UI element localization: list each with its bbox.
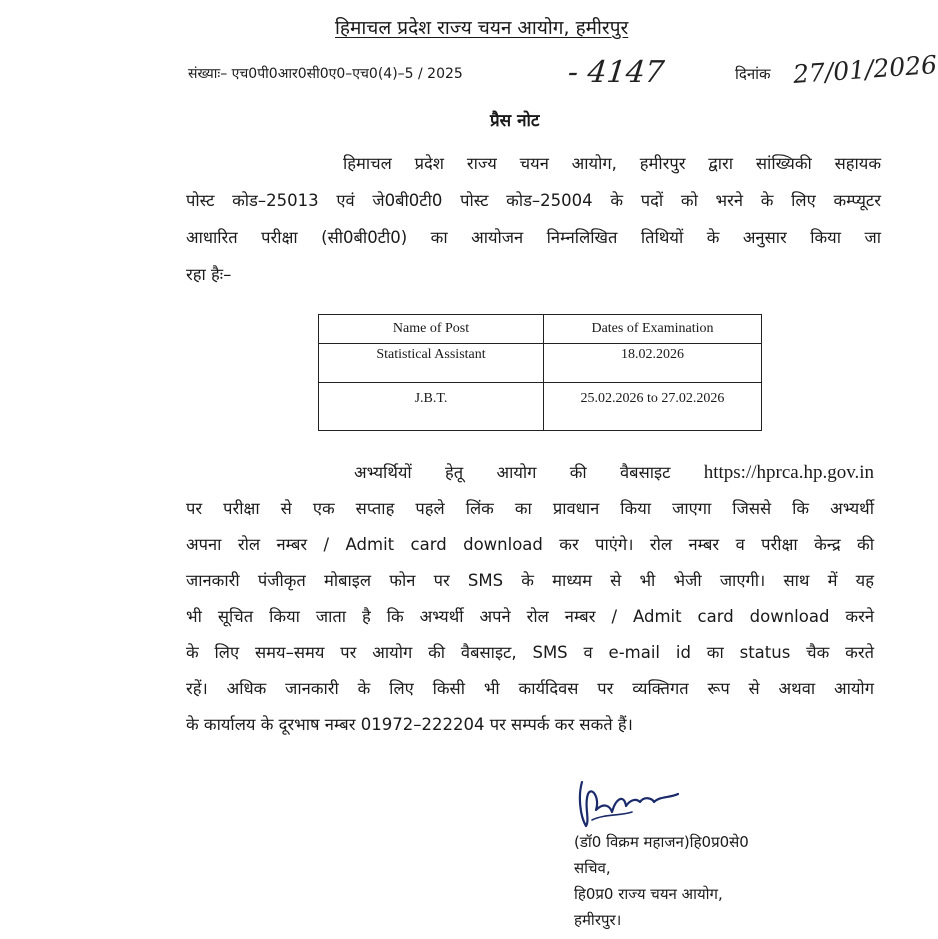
signatory-block	[574, 829, 749, 933]
header-name-of-post: Name of Post	[319, 315, 544, 344]
paragraph-line: जानकारी पंजीकृत मोबाइल फोन पर SMS के माध्यम से भी भेजी जाएगी। साथ में यह	[186, 571, 874, 590]
paragraph-line	[186, 455, 874, 491]
date-label: दिनांक	[735, 65, 771, 83]
signatory-name: (डॉ0 विक्रम महाजन)हि0प्र0से0	[574, 833, 749, 851]
website-intro-text: अभ्यर्थियों हेतू आयोग की वैबसाइट	[354, 463, 671, 482]
header-dates-of-examination: Dates of Examination	[544, 315, 762, 344]
paragraph-line: अपना रोल नम्बर / Admit card download कर पाएंगे। रोल नम्बर व परीक्षा केन्द्र की	[186, 535, 874, 554]
paragraph-line: पोस्ट कोड–25013 एवं जे0बी0टी0 पोस्ट कोड–25004 के पदों को भरने के लिए कम्प्यूटर	[186, 191, 881, 210]
signature-image	[574, 776, 694, 836]
paragraph-line: आधारित परीक्षा (सी0बी0टी0) का आयोजन निम्नलिखित तिथियों के अनुसार किया जा	[186, 228, 881, 247]
table-header-row	[319, 315, 762, 344]
paragraph-line: के कार्यालय के दूरभाष नम्बर 01972–222204 पर सम्पर्क कर सकते हैं।	[186, 715, 633, 734]
paragraph-line: रहा हैः–	[186, 265, 232, 284]
reference-number-handwritten: - 4147	[566, 55, 666, 90]
date-handwritten: 27/01/2026	[792, 50, 938, 89]
signatory-office: हि0प्र0 राज्य चयन आयोग,	[574, 885, 723, 903]
paragraph-line: रहें। अधिक जानकारी के लिए किसी भी कार्यदिवस पर व्यक्तिगत रूप से अथवा आयोग	[186, 679, 874, 698]
exam-schedule-table	[318, 314, 762, 431]
intro-paragraph	[186, 145, 881, 293]
website-link[interactable]: https://hprca.hp.gov.in	[703, 462, 874, 483]
press-note-title: प्रैस नोट	[490, 111, 540, 131]
paragraph-line: पर परीक्षा से एक सप्ताह पहले लिंक का प्रावधान किया जाएगा जिससे कि अभ्यर्थी	[186, 499, 874, 518]
table-cell-date: 25.02.2026 to 27.02.2026	[544, 383, 762, 431]
paragraph-line: हिमाचल प्रदेश राज्य चयन आयोग, हमीरपुर द्वारा सांख्यिकी सहायक	[343, 154, 881, 173]
table-cell-post: J.B.T.	[319, 383, 544, 431]
table-cell-post: Statistical Assistant	[319, 344, 544, 383]
reference-number: संख्याः– एच0पी0आर0सी0ए0–एच0(4)–5 / 2025	[188, 66, 463, 82]
instructions-paragraph	[186, 455, 874, 743]
table-cell-date: 18.02.2026	[544, 344, 762, 383]
table-row	[319, 383, 762, 431]
document-title: हिमाचल प्रदेश राज्य चयन आयोग, हमीरपुर	[335, 17, 629, 39]
table-row	[319, 344, 762, 383]
signatory-place: हमीरपुर।	[574, 911, 622, 929]
paragraph-line: के लिए समय–समय पर आयोग की वैबसाइट, SMS व e-mail id का status चैक करते	[186, 643, 874, 662]
signatory-designation: सचिव,	[574, 859, 611, 877]
paragraph-line: भी सूचित किया जाता है कि अभ्यर्थी अपने रोल नम्बर / Admit card download करने	[186, 607, 874, 626]
